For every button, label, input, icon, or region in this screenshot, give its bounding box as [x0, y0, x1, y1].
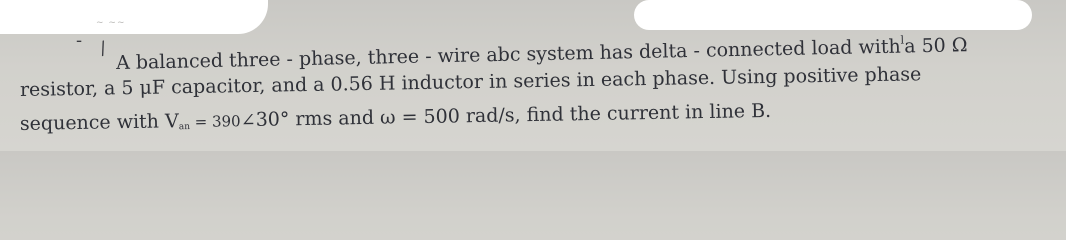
pen-mark: - [76, 30, 83, 51]
pen-mark: / [97, 37, 109, 60]
redaction-right [634, 0, 1032, 30]
problem-line-1-text: A balanced three - phase, three - wire abc system has delta - connected load with [115, 35, 901, 74]
handwritten-mark: l [900, 33, 905, 47]
problem-line-2: resistor, a 5 μF capacitor, and a 0.56 H inductor in series in each phase. Using positive phase [19, 63, 922, 101]
problem-line-3-pre: sequence with V [19, 110, 179, 135]
redaction-left [0, 0, 268, 34]
problem-line-3-post: 30° rms and ω = 500 rad/s, find the current in line B. [255, 99, 772, 131]
voltage-magnitude: = 390 [189, 112, 241, 132]
faint-scribble: ~ ~~ [96, 18, 126, 28]
problem-line-3 [20, 100, 772, 141]
angle-symbol: ∠ [240, 109, 256, 132]
voltage-subscript: an [178, 122, 191, 133]
problem-line-1-tail: a 50 Ω [903, 34, 968, 58]
